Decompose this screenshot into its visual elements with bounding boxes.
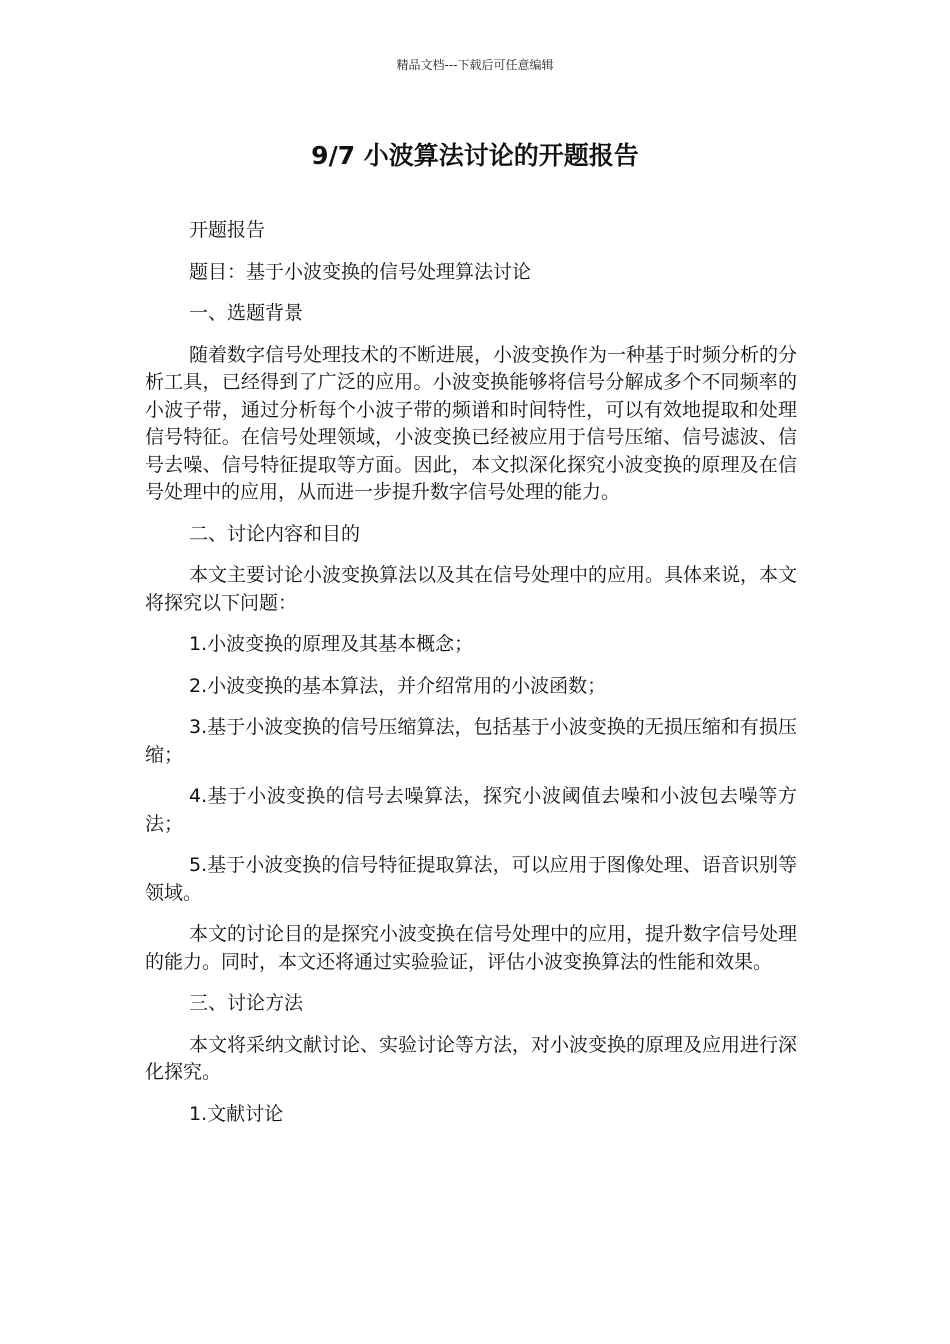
document-title: 9/7 小波算法讨论的开题报告 [311,141,639,170]
list-item-5: 5.基于小波变换的信号特征提取算法，可以应用于图像处理、语音识别等领域。 [145,854,797,904]
section-heading-content-goals: 二、讨论内容和目的 [189,522,361,545]
paragraph-goals: 本文的讨论目的是探究小波变换在信号处理中的应用，提升数字信号处理的能力。同时，本文还将通过实验验证，评估小波变换算法的性能和效果。 [145,923,798,973]
list-item-3: 3.基于小波变换的信号压缩算法，包括基于小波变换的无损压缩和有损压缩； [145,716,797,766]
list-item-4: 4.基于小波变换的信号去噪算法，探究小波阈值去噪和小波包去噪等方法； [145,785,797,835]
paragraph-content-intro: 本文主要讨论小波变换算法以及其在信号处理中的应用。具体来说，本文将探究以下问题： [145,564,798,614]
paragraph-background: 随着数字信号处理技术的不断进展，小波变换作为一种基于时频分析的分析工具，已经得到了广泛的应用。小波变换能够将信号分解成多个不同频率的小波子带，通过分析每个小波子带的频谱和时间特性，可以有效地提取和处理信号特征。在信号处理领域，小波变换已经被应用于信号压缩、信号滤波、信号去噪、信号特征提取等方面。因此，本文拟深化探究小波变换的原理及在信号处理中的应用，从而进一步提升数字信号处理的能力。 [145,343,798,503]
list-item-1: 1.小波变换的原理及其基本概念； [189,633,474,655]
paragraph-methods: 本文将采纳文献讨论、实验讨论等方法，对小波变换的原理及应用进行深化探究。 [145,1033,798,1083]
list-item-literature: 1.文献讨论 [189,1102,284,1125]
section-heading-background: 一、选题背景 [189,302,304,324]
paragraph-topic: 题目：基于小波变换的信号处理算法讨论 [189,260,532,283]
section-heading-methods: 三、讨论方法 [189,992,304,1014]
paragraph-report-label: 开题报告 [189,219,266,241]
document-body [145,217,797,1142]
page-header: 精品文档---下载后可任意编辑 [396,58,554,72]
list-item-2: 2.小波变换的基本算法，并介绍常用的小波函数； [189,674,607,697]
